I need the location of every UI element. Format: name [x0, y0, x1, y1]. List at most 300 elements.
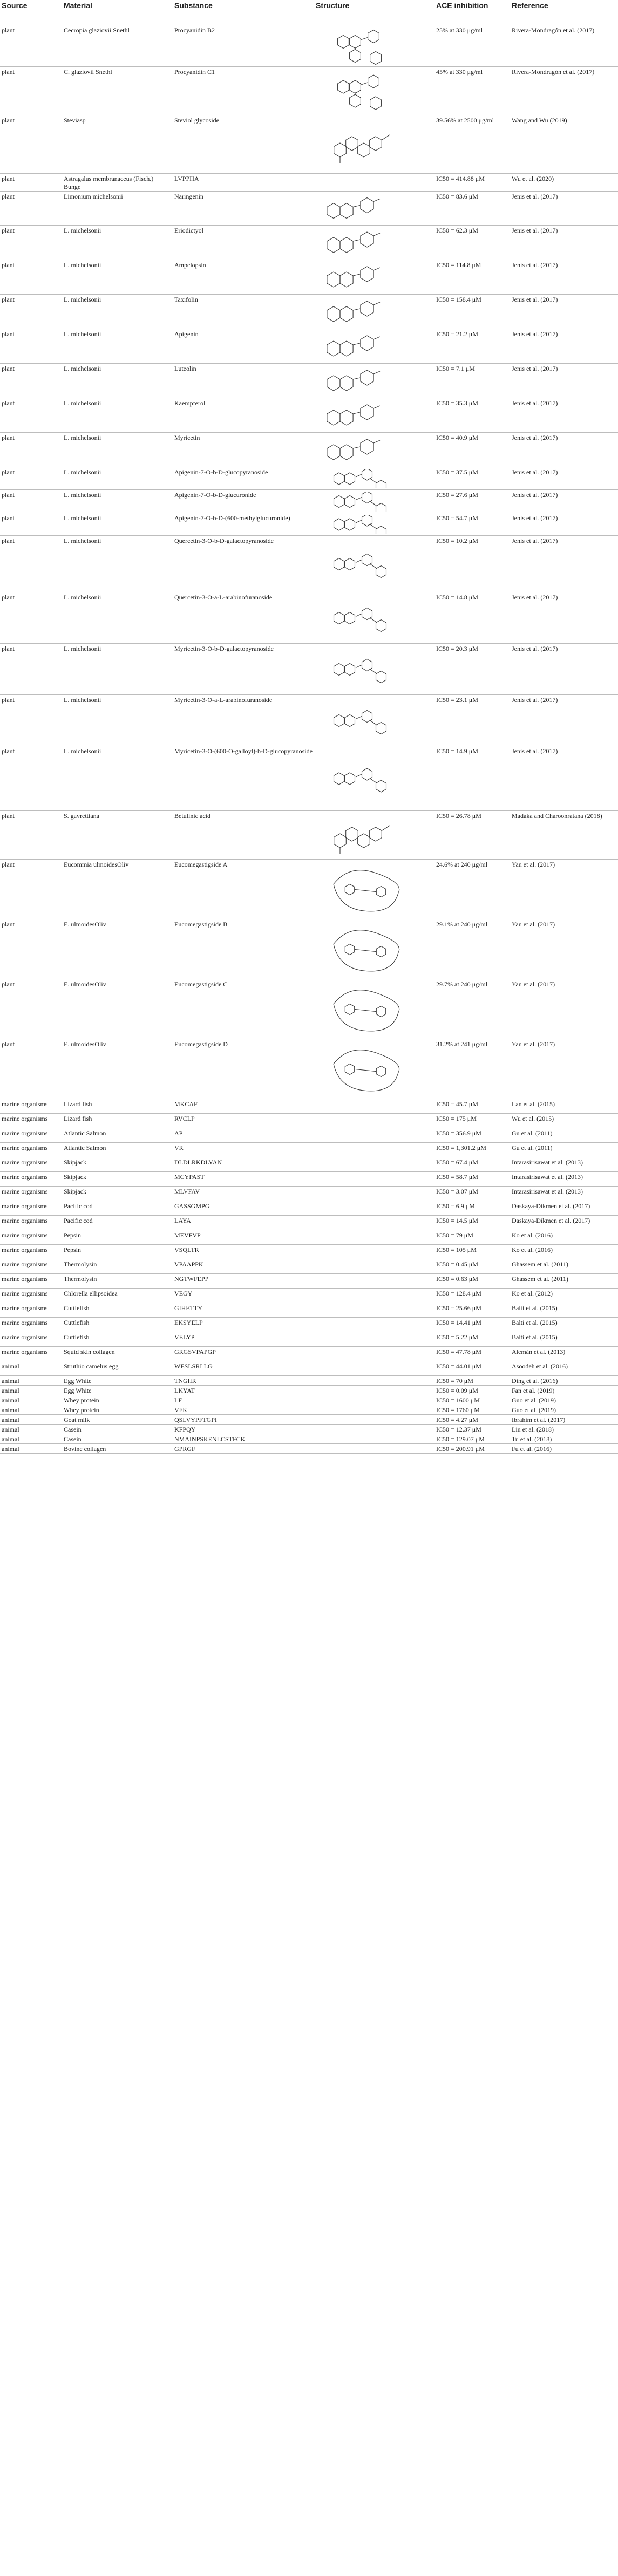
- cell-material: Cuttlefish: [62, 1318, 173, 1332]
- cell-source: marine organisms: [0, 1259, 62, 1274]
- cell-source: marine organisms: [0, 1099, 62, 1114]
- cell-material: Whey protein: [62, 1405, 173, 1415]
- structure-bond: [327, 237, 340, 253]
- cell-material: Atlantic Salmon: [62, 1143, 173, 1157]
- cell-structure: [314, 979, 434, 1039]
- cell-reference: Alemán et al. (2013): [510, 1347, 618, 1361]
- cell-structure: [314, 695, 434, 746]
- cell-material: Pacific cod: [62, 1216, 173, 1230]
- cell-reference: Fu et al. (2016): [510, 1444, 618, 1454]
- glycoside-structure-drawing: [317, 537, 420, 591]
- cell-structure: [314, 592, 434, 644]
- cell-reference: Jenis et al. (2017): [510, 433, 618, 467]
- cell-source: animal: [0, 1395, 62, 1405]
- cell-material: C. glaziovii Snethl: [62, 67, 173, 115]
- cell-reference: Madaka and Charoonratana (2018): [510, 811, 618, 860]
- structure-bond: [376, 946, 385, 957]
- cell-source: marine organisms: [0, 1274, 62, 1289]
- cell-substance: Eucomegastigside A: [173, 860, 314, 919]
- cell-substance: Kaempferol: [173, 398, 314, 433]
- cell-source: plant: [0, 433, 62, 467]
- structure-bond: [350, 80, 361, 93]
- cell-substance: Naringenin: [173, 192, 314, 226]
- structure-bond: [373, 440, 380, 443]
- cell-substance: NMAINPSKENLCSTFCK: [173, 1434, 314, 1444]
- cell-structure: [314, 1347, 434, 1361]
- cell-reference: Ko et al. (2012): [510, 1289, 618, 1303]
- header-row: [0, 0, 618, 25]
- cell-ace-inhibition: IC50 = 83.6 μM: [434, 192, 510, 226]
- cell-source: animal: [0, 1405, 62, 1415]
- cell-substance: Quercetin-3-O-b-D-galactopyranoside: [173, 536, 314, 592]
- cell-substance: MEVFVP: [173, 1230, 314, 1245]
- cell-source: plant: [0, 329, 62, 364]
- structure-bond: [327, 341, 340, 356]
- flavonoid-structure-drawing: [317, 296, 420, 328]
- cell-ace-inhibition: 24.6% at 240 μg/ml: [434, 860, 510, 919]
- structure-bond: [358, 834, 370, 848]
- cell-ace-inhibition: IC50 = 128.4 μM: [434, 1289, 510, 1303]
- cell-source: plant: [0, 467, 62, 490]
- cell-substance: Myricetin-3-O-a-L-arabinofuranoside: [173, 695, 314, 746]
- cell-material: Cuttlefish: [62, 1332, 173, 1347]
- structure-bond: [334, 496, 344, 508]
- structure-bond: [376, 723, 386, 734]
- cell-ace-inhibition: IC50 = 158.4 μM: [434, 295, 510, 329]
- cell-source: marine organisms: [0, 1157, 62, 1172]
- cell-ace-inhibition: IC50 = 6.9 μM: [434, 1201, 510, 1216]
- cell-material: Bovine collagen: [62, 1444, 173, 1454]
- macro-structure-drawing: [317, 981, 420, 1038]
- cell-ace-inhibition: IC50 = 14.5 μM: [434, 1216, 510, 1230]
- structure-bond: [370, 618, 377, 623]
- cell-structure: [314, 1274, 434, 1289]
- cell-reference: Yan et al. (2017): [510, 919, 618, 979]
- structure-bond: [356, 774, 362, 777]
- cell-ace-inhibition: 31.2% at 241 μg/ml: [434, 1039, 510, 1099]
- structure-bond: [334, 558, 344, 570]
- cell-material: Chlorella ellipsoidea: [62, 1289, 173, 1303]
- cell-ace-inhibition: IC50 = 79 μM: [434, 1230, 510, 1245]
- cell-material: L. michelsonii: [62, 364, 173, 398]
- table-row: [0, 1201, 618, 1216]
- cell-structure: [314, 226, 434, 260]
- cell-ace-inhibition: IC50 = 7.1 μM: [434, 364, 510, 398]
- cell-structure: [314, 1386, 434, 1395]
- cell-source: plant: [0, 260, 62, 295]
- cell-structure: [314, 260, 434, 295]
- structure-bond: [356, 717, 362, 719]
- header-reference: Reference: [510, 0, 618, 25]
- cell-source: animal: [0, 1444, 62, 1454]
- cell-structure: [314, 746, 434, 811]
- cell-reference: Rivera-Mondragón et al. (2017): [510, 67, 618, 115]
- cell-substance: Apigenin-7-O-b-D-glucuronide: [173, 490, 314, 513]
- cell-reference: Jenis et al. (2017): [510, 490, 618, 513]
- cell-source: plant: [0, 295, 62, 329]
- cell-source: animal: [0, 1425, 62, 1434]
- structure-bond: [368, 30, 379, 43]
- cell-material: Egg White: [62, 1386, 173, 1395]
- table-row: [0, 746, 618, 811]
- cell-source: plant: [0, 644, 62, 695]
- structure-bond: [345, 1064, 354, 1075]
- cell-substance: Eriodictyol: [173, 226, 314, 260]
- table-row: [0, 644, 618, 695]
- cell-substance: Procyanidin C1: [173, 67, 314, 115]
- cell-ace-inhibition: IC50 = 10.2 μM: [434, 536, 510, 592]
- structure-bond: [353, 412, 360, 414]
- cell-structure: [314, 1303, 434, 1318]
- structure-bond: [346, 137, 358, 151]
- cell-reference: Gu et al. (2011): [510, 1128, 618, 1143]
- cell-ace-inhibition: IC50 = 5.22 μM: [434, 1332, 510, 1347]
- cell-substance: TNGIIR: [173, 1376, 314, 1386]
- structure-bond: [353, 343, 360, 345]
- structure-bond: [376, 620, 386, 632]
- table-row: [0, 811, 618, 860]
- cell-ace-inhibition: 29.1% at 240 μg/ml: [434, 919, 510, 979]
- cell-ace-inhibition: IC50 = 12.37 μM: [434, 1425, 510, 1434]
- cell-structure: [314, 364, 434, 398]
- flavonoid-structure-drawing: [317, 227, 420, 258]
- table-row: [0, 67, 618, 115]
- cell-substance: GPRGF: [173, 1444, 314, 1454]
- cell-ace-inhibition: IC50 = 14.8 μM: [434, 592, 510, 644]
- structure-bond: [345, 1004, 354, 1015]
- cell-reference: Jenis et al. (2017): [510, 513, 618, 536]
- cell-substance: GIHETTY: [173, 1303, 314, 1318]
- structure-bond: [345, 558, 355, 570]
- cell-ace-inhibition: IC50 = 70 μM: [434, 1376, 510, 1386]
- structure-bond: [376, 1006, 385, 1017]
- cell-substance: LVPPHA: [173, 174, 314, 192]
- cell-ace-inhibition: IC50 = 129.07 μM: [434, 1434, 510, 1444]
- glycoside-structure-drawing: [317, 748, 420, 809]
- cell-reference: Ghassem et al. (2011): [510, 1259, 618, 1274]
- procyanidin-structure-drawing: [317, 69, 420, 114]
- table-row: [0, 329, 618, 364]
- structure-bond: [373, 233, 380, 236]
- table-row: [0, 1332, 618, 1347]
- structure-bond: [373, 302, 380, 305]
- cell-substance: NGTWFEPP: [173, 1274, 314, 1289]
- cell-ace-inhibition: IC50 = 23.1 μM: [434, 695, 510, 746]
- cell-reference: Daskaya-Dikmen et al. (2017): [510, 1216, 618, 1230]
- cell-material: Cuttlefish: [62, 1303, 173, 1318]
- structure-bond: [355, 1010, 376, 1012]
- structure-bond: [382, 826, 390, 830]
- structure-bond: [340, 203, 353, 219]
- structure-bond: [334, 473, 344, 485]
- structure-bond: [370, 52, 382, 65]
- table-body: [0, 25, 618, 1454]
- table-row: [0, 919, 618, 979]
- cell-structure: [314, 919, 434, 979]
- structure-bond: [340, 341, 353, 356]
- cell-substance: KFPQY: [173, 1425, 314, 1434]
- table-row: [0, 1434, 618, 1444]
- cell-substance: Myricetin-3-O-b-D-galactopyranoside: [173, 644, 314, 695]
- cell-reference: Balti et al. (2015): [510, 1318, 618, 1332]
- cell-ace-inhibition: IC50 = 105 μM: [434, 1245, 510, 1259]
- structure-bond: [353, 274, 360, 276]
- structure-bond: [373, 337, 380, 339]
- structure-bond: [334, 664, 344, 676]
- cell-ace-inhibition: IC50 = 4.27 μM: [434, 1415, 510, 1425]
- cell-ace-inhibition: 39.56% at 2500 μg/ml: [434, 115, 510, 174]
- cell-structure: [314, 1216, 434, 1230]
- cell-material: Pacific cod: [62, 1201, 173, 1216]
- structure-bond: [356, 560, 362, 563]
- cell-structure: [314, 1395, 434, 1405]
- structure-bond: [361, 232, 373, 247]
- cell-ace-inhibition: IC50 = 356.9 μM: [434, 1128, 510, 1143]
- cell-reference: Intarasirisawat et al. (2013): [510, 1187, 618, 1201]
- structure-bond: [345, 773, 355, 785]
- cell-reference: Jenis et al. (2017): [510, 592, 618, 644]
- structure-bond: [355, 1069, 376, 1072]
- cell-structure: [314, 1245, 434, 1259]
- cell-source: plant: [0, 490, 62, 513]
- cell-substance: Steviol glycoside: [173, 115, 314, 174]
- structure-bond: [334, 834, 347, 848]
- cell-ace-inhibition: 29.7% at 240 μg/ml: [434, 979, 510, 1039]
- glycoside-structure-drawing: [317, 492, 420, 512]
- cell-material: Steviasp: [62, 115, 173, 174]
- cell-material: E. ulmoidesOliv: [62, 979, 173, 1039]
- table-row: [0, 1143, 618, 1157]
- structure-bond: [345, 473, 355, 485]
- macro-structure-drawing: [317, 861, 420, 918]
- table-row: [0, 695, 618, 746]
- structure-bond: [362, 608, 372, 620]
- cell-source: plant: [0, 1039, 62, 1099]
- cell-substance: VELYP: [173, 1332, 314, 1347]
- cell-source: plant: [0, 919, 62, 979]
- structure-bond: [350, 94, 361, 107]
- structure-bond: [346, 827, 358, 841]
- table-row: [0, 1289, 618, 1303]
- structure-bond: [361, 83, 368, 85]
- cell-source: marine organisms: [0, 1347, 62, 1361]
- cell-ace-inhibition: IC50 = 67.4 μM: [434, 1157, 510, 1172]
- cell-structure: [314, 398, 434, 433]
- cell-reference: Jenis et al. (2017): [510, 192, 618, 226]
- cell-reference: Jenis et al. (2017): [510, 329, 618, 364]
- structure-bond: [376, 671, 386, 683]
- cell-material: Limonium michelsonii: [62, 192, 173, 226]
- cell-substance: Apigenin: [173, 329, 314, 364]
- cell-structure: [314, 67, 434, 115]
- cell-structure: [314, 1114, 434, 1128]
- cell-structure: [314, 1187, 434, 1201]
- cell-material: Eucommia ulmoidesOliv: [62, 860, 173, 919]
- structure-bond: [345, 612, 355, 624]
- table-row: [0, 1303, 618, 1318]
- flavonoid-structure-drawing: [317, 331, 420, 362]
- cell-substance: VEGY: [173, 1289, 314, 1303]
- cell-ace-inhibition: IC50 = 0.45 μM: [434, 1259, 510, 1274]
- cell-source: animal: [0, 1415, 62, 1425]
- structure-bond: [340, 410, 353, 425]
- glycoside-structure-drawing: [317, 645, 420, 693]
- cell-substance: Apigenin-7-O-b-D-(600-methylglucuronide): [173, 513, 314, 536]
- cell-structure: [314, 860, 434, 919]
- cell-reference: Jenis et al. (2017): [510, 398, 618, 433]
- cell-reference: Daskaya-Dikmen et al. (2017): [510, 1201, 618, 1216]
- structure-bond: [356, 614, 362, 617]
- cell-substance: EKSYELP: [173, 1318, 314, 1332]
- table-row: [0, 1415, 618, 1425]
- table-row: [0, 1245, 618, 1259]
- cell-source: animal: [0, 1361, 62, 1376]
- cell-reference: Intarasirisawat et al. (2013): [510, 1157, 618, 1172]
- table-row: [0, 398, 618, 433]
- cell-ace-inhibition: IC50 = 114.8 μM: [434, 260, 510, 295]
- structure-bond: [350, 50, 361, 63]
- cell-reference: Jenis et al. (2017): [510, 364, 618, 398]
- cell-substance: MLVFAV: [173, 1187, 314, 1201]
- structure-bond: [355, 950, 376, 952]
- cell-reference: Jenis et al. (2017): [510, 695, 618, 746]
- cell-source: plant: [0, 592, 62, 644]
- table-row: [0, 1425, 618, 1434]
- cell-material: Pepsin: [62, 1230, 173, 1245]
- cell-ace-inhibition: IC50 = 14.41 μM: [434, 1318, 510, 1332]
- cell-material: Squid skin collagen: [62, 1347, 173, 1361]
- table-row: [0, 1318, 618, 1332]
- cell-structure: [314, 1434, 434, 1444]
- cell-ace-inhibition: IC50 = 62.3 μM: [434, 226, 510, 260]
- cell-ace-inhibition: IC50 = 3.07 μM: [434, 1187, 510, 1201]
- flavonoid-structure-drawing: [317, 262, 420, 293]
- table-row: [0, 1128, 618, 1143]
- cell-structure: [314, 295, 434, 329]
- cell-substance: LKYAT: [173, 1386, 314, 1395]
- structure-bond: [376, 503, 386, 512]
- cell-material: L. michelsonii: [62, 295, 173, 329]
- cell-material: L. michelsonii: [62, 226, 173, 260]
- structure-bond: [334, 773, 344, 785]
- cell-material: L. michelsonii: [62, 467, 173, 490]
- cell-substance: DLDLRKDLYAN: [173, 1157, 314, 1172]
- cell-reference: Lin et al. (2018): [510, 1425, 618, 1434]
- structure-bond: [370, 564, 377, 569]
- cell-substance: Taxifolin: [173, 295, 314, 329]
- table-row: [0, 115, 618, 174]
- cell-material: Astragalus membranaceus (Fisch.) Bunge: [62, 174, 173, 192]
- cell-structure: [314, 1405, 434, 1415]
- cell-material: Egg White: [62, 1376, 173, 1386]
- cell-source: marine organisms: [0, 1318, 62, 1332]
- structure-bond: [334, 715, 344, 727]
- structure-bond: [370, 670, 377, 674]
- cell-source: marine organisms: [0, 1201, 62, 1216]
- cell-source: marine organisms: [0, 1230, 62, 1245]
- table-row: [0, 1386, 618, 1395]
- table-row: [0, 1216, 618, 1230]
- cell-source: marine organisms: [0, 1187, 62, 1201]
- cell-source: animal: [0, 1434, 62, 1444]
- cell-ace-inhibition: IC50 = 20.3 μM: [434, 644, 510, 695]
- cell-reference: Intarasirisawat et al. (2013): [510, 1172, 618, 1187]
- structure-bond: [345, 664, 355, 676]
- cell-substance: Eucomegastigside B: [173, 919, 314, 979]
- cell-source: plant: [0, 536, 62, 592]
- structure-bond: [361, 439, 373, 454]
- cell-substance: RVCLP: [173, 1114, 314, 1128]
- cell-ace-inhibition: IC50 = 58.7 μM: [434, 1172, 510, 1187]
- macro-structure-drawing: [317, 1041, 420, 1098]
- table-row: [0, 1230, 618, 1245]
- cell-structure: [314, 467, 434, 490]
- cell-substance: GRGSVPAPGP: [173, 1347, 314, 1361]
- cell-reference: Lan et al. (2015): [510, 1099, 618, 1114]
- structure-bond: [361, 370, 373, 385]
- table-row: [0, 490, 618, 513]
- cell-structure: [314, 1289, 434, 1303]
- table-row: [0, 260, 618, 295]
- cell-ace-inhibition: IC50 = 44.01 μM: [434, 1361, 510, 1376]
- macro-structure-drawing: [317, 921, 420, 978]
- cell-material: L. michelsonii: [62, 695, 173, 746]
- cell-reference: Jenis et al. (2017): [510, 295, 618, 329]
- structure-bond: [376, 566, 386, 578]
- flavonoid-structure-drawing: [317, 434, 420, 466]
- cell-substance: Myricetin: [173, 433, 314, 467]
- cell-material: Thermolysin: [62, 1274, 173, 1289]
- structure-bond: [368, 75, 379, 88]
- table-row: [0, 174, 618, 192]
- cell-ace-inhibition: IC50 = 414.88 μM: [434, 174, 510, 192]
- cell-material: Cecropia glaziovii Snethl: [62, 25, 173, 67]
- cell-structure: [314, 329, 434, 364]
- table-row: [0, 979, 618, 1039]
- cell-material: Pepsin: [62, 1245, 173, 1259]
- cell-structure: [314, 644, 434, 695]
- cell-material: E. ulmoidesOliv: [62, 1039, 173, 1099]
- structure-bond: [353, 309, 360, 310]
- structure-bond: [356, 474, 362, 477]
- structure-bond: [327, 376, 340, 391]
- cell-substance: WESLSRLLG: [173, 1361, 314, 1376]
- cell-substance: LF: [173, 1395, 314, 1405]
- cell-material: L. michelsonii: [62, 592, 173, 644]
- structure-bond: [353, 206, 360, 207]
- cell-source: marine organisms: [0, 1143, 62, 1157]
- header-substance: Substance: [173, 0, 314, 25]
- structure-bond: [340, 445, 353, 460]
- structure-bond: [356, 665, 362, 668]
- structure-bond: [370, 97, 382, 110]
- cell-ace-inhibition: IC50 = 27.6 μM: [434, 490, 510, 513]
- structure-bond: [362, 711, 372, 723]
- structure-bond: [353, 378, 360, 379]
- structure-bond: [373, 199, 380, 202]
- cell-reference: Jenis et al. (2017): [510, 226, 618, 260]
- cell-substance: VR: [173, 1143, 314, 1157]
- cell-material: Goat milk: [62, 1415, 173, 1425]
- structure-bond: [327, 272, 340, 287]
- cell-substance: Eucomegastigside C: [173, 979, 314, 1039]
- structure-bond: [340, 376, 353, 391]
- cell-source: plant: [0, 860, 62, 919]
- structure-bond: [353, 240, 360, 241]
- structure-bond: [340, 306, 353, 322]
- header-material: Material: [62, 0, 173, 25]
- cell-source: marine organisms: [0, 1216, 62, 1230]
